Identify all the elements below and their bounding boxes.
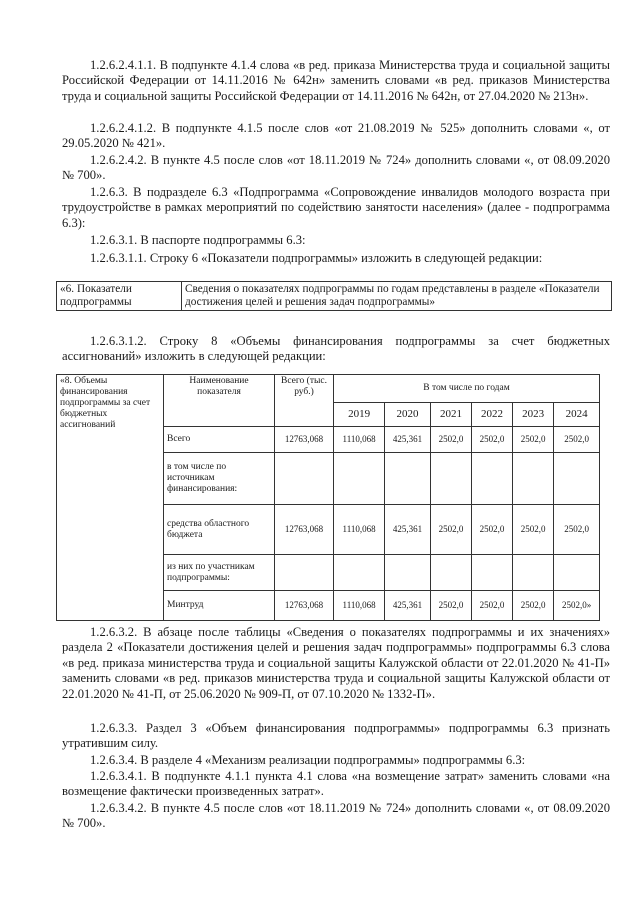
row-value: 1110,068 — [334, 591, 385, 621]
year-header: 2023 — [513, 403, 554, 427]
row-total: 12763,068 — [275, 505, 334, 555]
funding-label-cell: «8. Объемы финансирования подпрограммы за счет бюджетных ассигнований — [57, 375, 164, 621]
funding-table — [56, 374, 600, 621]
year-header: 2019 — [334, 403, 385, 427]
row-value — [334, 453, 385, 505]
row-name: Минтруд — [164, 591, 275, 621]
paragraph-1-2-6-2-4-1-2: 1.2.6.2.4.1.2. В подпункте 4.1.5 после слов «от 21.08.2019 № 525» дополнить словами «, от 29.05.2020 № 421». — [62, 121, 610, 151]
row-value: 2502,0 — [430, 591, 471, 621]
row-value: 2502,0 — [554, 427, 600, 453]
row-value — [472, 453, 513, 505]
row-value: 1110,068 — [334, 505, 385, 555]
row-value — [513, 555, 554, 591]
row-value — [554, 555, 600, 591]
paragraph-1-2-6-3-1-1: 1.2.6.3.1.1. Строку 6 «Показатели подпрограммы» изложить в следующей редакции: — [90, 251, 543, 265]
year-header: 2022 — [472, 403, 513, 427]
row-name: средства областного бюджета — [164, 505, 275, 555]
paragraph-1-2-6-3-4: 1.2.6.3.4. В разделе 4 «Механизм реализации подпрограммы» подпрограммы 6.3: — [90, 753, 526, 767]
row-value — [385, 453, 431, 505]
row-value: 2502,0 — [472, 505, 513, 555]
row-total: 12763,068 — [275, 427, 334, 453]
row-total — [275, 555, 334, 591]
paragraph-1-2-6-3-4-1: 1.2.6.3.4.1. В подпункте 4.1.1 пункта 4.1 слова «на возмещение затрат» заменить словами «на возмещение фактически произведенных затрат». — [62, 769, 610, 799]
row-name: из них по участникам подпрограммы: — [164, 555, 275, 591]
row-value — [554, 453, 600, 505]
row-value — [430, 555, 471, 591]
row-value: 2502,0 — [472, 591, 513, 621]
paragraph-1-2-6-3-3: 1.2.6.3.3. Раздел 3 «Объем финансирования подпрограммы» подпрограммы 6.3 признать утратившим силу. — [62, 721, 610, 751]
row-value: 2502,0 — [430, 505, 471, 555]
row-value: 2502,0 — [430, 427, 471, 453]
row-value: 1110,068 — [334, 427, 385, 453]
header-total: Всего (тыс. руб.) — [275, 375, 334, 427]
row-value — [385, 555, 431, 591]
year-header: 2020 — [385, 403, 431, 427]
year-header: 2021 — [430, 403, 471, 427]
row-value: 2502,0 — [513, 427, 554, 453]
paragraph-1-2-6-3-1: 1.2.6.3.1. В паспорте подпрограммы 6.3: — [90, 233, 306, 247]
row-value: 2502,0 — [513, 591, 554, 621]
paragraph-1-2-6-3-4-2: 1.2.6.3.4.2. В пункте 4.5 после слов «от 18.11.2019 № 724» дополнить словами «, от 08.09.2020 № 700». — [62, 801, 610, 831]
row-value: 2502,0» — [554, 591, 600, 621]
row-total: 12763,068 — [275, 591, 334, 621]
row-value: 425,361 — [385, 427, 431, 453]
row-value — [472, 555, 513, 591]
paragraph-1-2-6-3: 1.2.6.3. В подразделе 6.3 «Подпрограмма «Сопровождение инвалидов молодого возраста при трудоустройстве в рамках мероприятий по содействию занятости населения» (далее - подпрограмма 6.3): — [62, 185, 610, 230]
row-value: 2502,0 — [472, 427, 513, 453]
header-years-group: В том числе по годам — [334, 375, 600, 403]
row-value — [513, 453, 554, 505]
row-total — [275, 453, 334, 505]
row-value: 2502,0 — [513, 505, 554, 555]
row-name: в том числе по источникам финансирования: — [164, 453, 275, 505]
row-value: 2502,0 — [554, 505, 600, 555]
row-value: 425,361 — [385, 505, 431, 555]
header-name: Наименование показателя — [164, 375, 275, 427]
row-name: Всего — [164, 427, 275, 453]
row-value — [334, 555, 385, 591]
indicators-label-cell: «6. Показатели подпрограммы — [57, 282, 182, 311]
paragraph-1-2-6-2-4-2: 1.2.6.2.4.2. В пункте 4.5 после слов «от 18.11.2019 № 724» дополнить словами «, от 08.09.2020 № 700». — [62, 153, 610, 183]
year-header: 2024 — [554, 403, 600, 427]
paragraph-1-2-6-3-1-2: 1.2.6.3.1.2. Строку 8 «Объемы финансирования подпрограммы за счет бюджетных ассигнований» изложить в следующей редакции: — [62, 334, 610, 364]
row-value — [430, 453, 471, 505]
row-value: 425,361 — [385, 591, 431, 621]
paragraph-1-2-6-3-2: 1.2.6.3.2. В абзаце после таблицы «Сведения о показателях подпрограммы и их значениях» раздела 2 «Показатели достижения целей и решения задач подпрограммы» подпрограммы 6.3 слова «в ред. приказа министерства труда и социальной защиты Калужской области от 22.01.2020 № 41-П» заменить словами «в ред. приказов министерства труда и социальной защиты Калужской области от 22.01.2020 № 41-П, от 25.06.2020 № 909-П, от 07.10.2020 № 1332-П». — [62, 625, 610, 701]
indicators-text-cell: Сведения о показателях подпрограммы по годам представлены в разделе «Показатели достижения целей и решения задач подпрограммы» — [182, 282, 612, 311]
paragraph-1-2-6-2-4-1-1: 1.2.6.2.4.1.1. В подпункте 4.1.4 слова «в ред. приказа Министерства труда и социальной защиты Российской Федерации от 14.11.2016 № 642н» заменить словами «в ред. приказов Министерства труда и социальной защиты Российской Федерации от 14.11.2016 № 642н, от 27.04.2020 № 213н». — [62, 58, 610, 103]
indicators-table — [56, 281, 612, 311]
